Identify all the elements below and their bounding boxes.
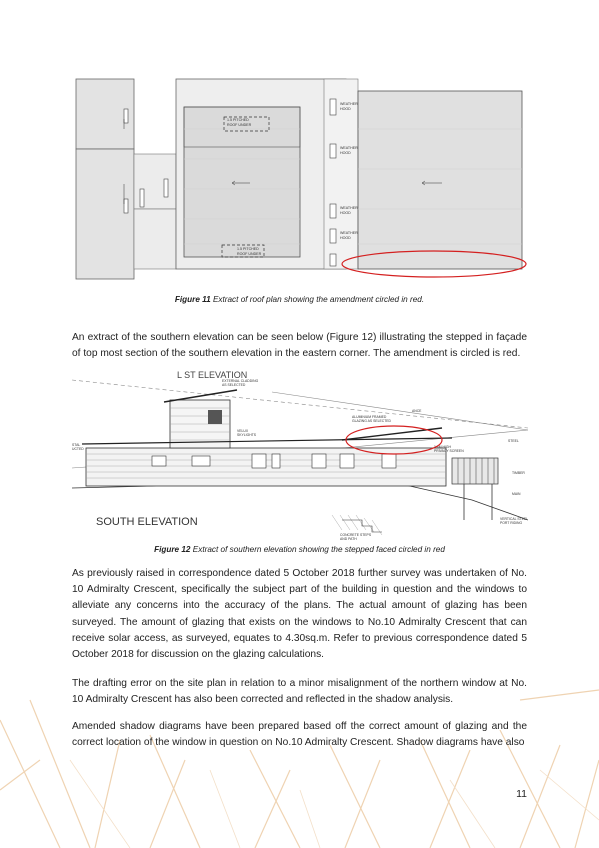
svg-text:WEATHER: WEATHER bbox=[340, 102, 358, 106]
svg-text:L ST ELEVATION: L ST ELEVATION bbox=[177, 370, 248, 380]
svg-text:AND PATH: AND PATH bbox=[340, 537, 357, 541]
figure-11-caption bbox=[0, 295, 599, 304]
svg-text:ROOF UNDER: ROOF UNDER bbox=[227, 123, 252, 127]
svg-text:HOOD: HOOD bbox=[340, 236, 351, 240]
svg-text:HOOD: HOOD bbox=[340, 107, 351, 111]
svg-text:ANCE: ANCE bbox=[412, 409, 422, 413]
svg-text:STAL: STAL bbox=[72, 443, 81, 447]
svg-text:1.5 PITCHED: 1.5 PITCHED bbox=[227, 118, 249, 122]
south-elevation-figure bbox=[72, 370, 528, 542]
svg-text:1.8M HIGH: 1.8M HIGH bbox=[434, 445, 451, 449]
figure-11-label: Figure 11 bbox=[174, 295, 211, 304]
svg-text:AS SELECTED: AS SELECTED bbox=[222, 383, 246, 387]
roof-plan-figure bbox=[72, 69, 528, 289]
paragraph-drafting-error: The drafting error on the site plan in relation to a minor misalignment of the northern window at No. 10 Admiralty Crescent has also been corrected and reflected in the shadow analysis. bbox=[72, 678, 527, 706]
svg-text:1.5 PITCHED: 1.5 PITCHED bbox=[237, 247, 259, 251]
svg-text:WEATHER: WEATHER bbox=[340, 146, 358, 150]
svg-text:GLAZING AS SELECTED: GLAZING AS SELECTED bbox=[352, 419, 392, 423]
elevation-title: SOUTH ELEVATION bbox=[96, 516, 198, 528]
svg-text:HOOD: HOOD bbox=[340, 151, 351, 155]
paragraph-glazing-survey: As previously raised in correspondence dated 5 October 2018 further survey was undertaken of No. 10 Admiralty Crescent, specifically the subject part of the building in question and the windows to alleviate any concerns into the accuracy of the plans. The actual amount of glazing has been surveyed. The amount of glazing that exists on the windows to No.10 Admiralty Crescent that can receive solar access, as surveyed, equates to 4.30sq.m. Refer to previous correspondence dated 5 October 2018 for discussion on the glazing calculations. bbox=[72, 568, 527, 661]
svg-text:STEEL: STEEL bbox=[508, 439, 519, 443]
svg-text:WEATHER: WEATHER bbox=[340, 231, 358, 235]
svg-text:HOOD: HOOD bbox=[340, 211, 351, 215]
svg-text:ALUMINIUM FRAMED: ALUMINIUM FRAMED bbox=[352, 415, 387, 419]
figure-12-caption-text: Extract of southern elevation showing the stepped faced circled in red bbox=[190, 545, 445, 554]
page-number: 11 bbox=[516, 788, 527, 800]
svg-text:EXTERNAL CLADDING: EXTERNAL CLADDING bbox=[222, 379, 259, 383]
svg-text:VELUX: VELUX bbox=[237, 429, 249, 433]
svg-text:ROOF UNDER: ROOF UNDER bbox=[237, 252, 262, 256]
svg-text:SKYLIGHTS: SKYLIGHTS bbox=[237, 433, 257, 437]
figure-12-caption bbox=[0, 545, 599, 554]
figure-11-caption-text: Extract of roof plan showing the amendment circled in red. bbox=[210, 295, 425, 304]
figure-12-label: Figure 12 bbox=[154, 545, 191, 554]
svg-text:UCTED: UCTED bbox=[72, 447, 84, 451]
paragraph-southern-elevation: An extract of the southern elevation can be seen below (Figure 12) illustrating the stepped in façade of top most section of the southern elevation in the eastern corner. The amendment is circled is red. bbox=[72, 332, 527, 360]
svg-text:PORT RIDING: PORT RIDING bbox=[500, 521, 523, 525]
svg-text:VERTICAL STEEL: VERTICAL STEEL bbox=[500, 517, 528, 521]
svg-text:WEATHER: WEATHER bbox=[340, 206, 358, 210]
svg-text:MAIN: MAIN bbox=[512, 492, 521, 496]
svg-text:CONCRETE STEPS: CONCRETE STEPS bbox=[340, 533, 372, 537]
svg-text:TIMBER: TIMBER bbox=[512, 471, 525, 475]
paragraph-shadow-diagrams: Amended shadow diagrams have been prepared based off the correct amount of glazing and the correct location of the window in question on No.10 Admiralty Crescent. Shadow diagrams have also bbox=[72, 721, 527, 749]
svg-text:PRIVACY SCREEN: PRIVACY SCREEN bbox=[434, 449, 464, 453]
